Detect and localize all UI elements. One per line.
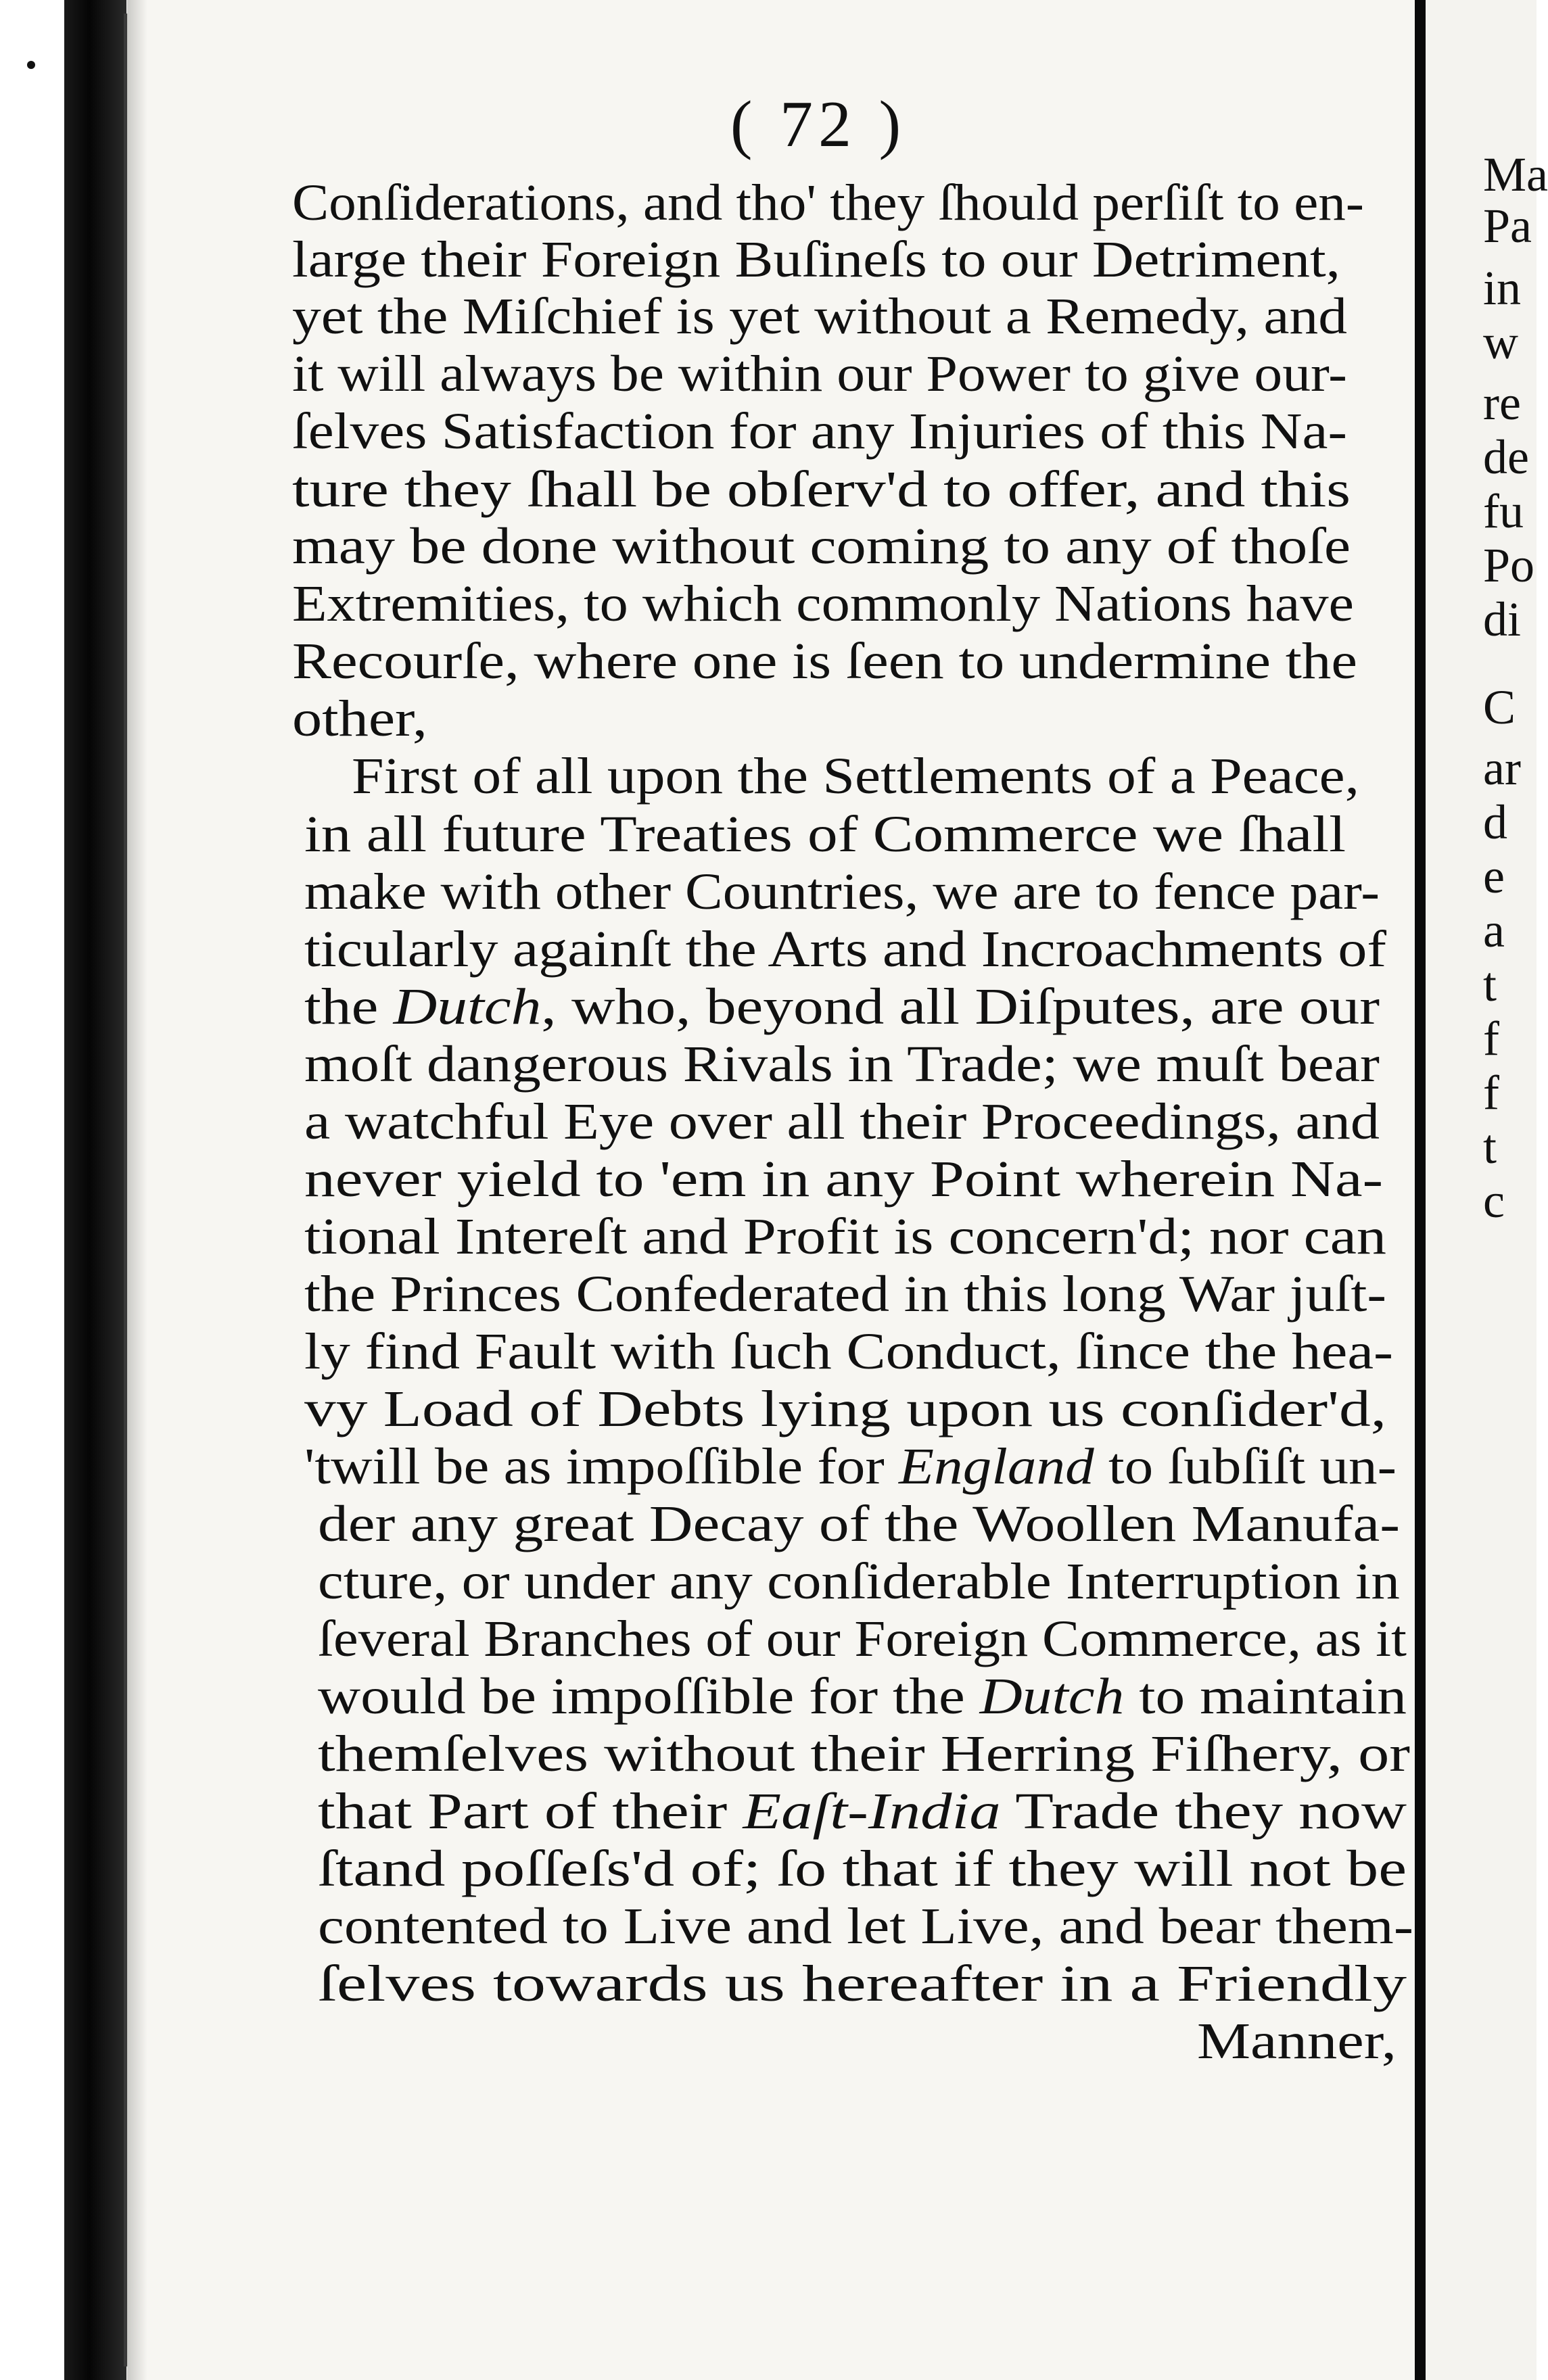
text-line: large their Foreign Buſineſs to our Detriment, <box>292 231 1341 288</box>
text-line: First of all upon the Settlements of a Peace, <box>352 748 1359 805</box>
text-line: ture they ſhall be obſerv'd to offer, and this <box>292 461 1351 518</box>
text-line: it will always be within our Power to give our- <box>292 346 1347 402</box>
next-page-text: c <box>1483 1174 1505 1228</box>
text-line: cture, or under any conſiderable Interruption in <box>318 1553 1400 1610</box>
page-number: ( 72 ) <box>730 88 907 161</box>
next-page-text: a <box>1483 903 1505 957</box>
next-page-text: C <box>1483 680 1516 734</box>
book-binding <box>64 0 126 2380</box>
next-page-text: t <box>1483 957 1497 1012</box>
next-page-text: di <box>1483 592 1522 646</box>
next-page-text: f <box>1483 1012 1499 1066</box>
text-line: make with other Countries, we are to fence par- <box>304 863 1380 920</box>
next-page-fragment <box>1426 0 1548 2380</box>
text-line: may be done without coming to any of thoſe <box>292 518 1351 575</box>
text-line: ſelves towards us hereafter in a Friendly <box>318 1955 1407 2012</box>
text-line: 'twill be as impoſſible for England to ſubſiſt un- <box>304 1438 1397 1495</box>
next-page-text: in <box>1483 261 1522 315</box>
page-divider <box>1415 0 1426 2380</box>
next-page-text: de <box>1483 430 1529 484</box>
text-line: moſt dangerous Rivals in Trade; we muſt bear <box>304 1036 1380 1093</box>
text-line: themſelves without their Herring Fiſhery, or <box>318 1726 1411 1782</box>
next-page-text: Ma <box>1483 147 1548 201</box>
next-page-text: d <box>1483 795 1507 849</box>
text-line: ly find Fault with ſuch Conduct, ſince the hea- <box>304 1323 1394 1380</box>
text-line: never yield to 'em in any Point wherein Na- <box>304 1151 1384 1208</box>
text-line: the Dutch, who, beyond all Diſputes, are our <box>304 978 1380 1035</box>
next-page-text: Pa <box>1483 199 1532 253</box>
text-line: der any great Decay of the Woollen Manufa- <box>318 1496 1401 1552</box>
text-line: in all future Treaties of Commerce we ſhall <box>304 806 1346 863</box>
text-line: that Part of their Eaſt-India Trade they now <box>318 1783 1407 1840</box>
next-page-text: Po <box>1483 538 1535 592</box>
text-line: other, <box>292 690 427 747</box>
text-line: ſeveral Branches of our Foreign Commerce, as it <box>318 1611 1407 1667</box>
ink-speck <box>27 61 35 69</box>
page-shadow <box>127 0 147 2380</box>
next-page-text: e <box>1483 849 1505 903</box>
text-line: Manner, <box>1197 2013 1397 2070</box>
text-line: the Princes Confederated in this long War juſt- <box>304 1266 1387 1323</box>
next-page-text: ar <box>1483 741 1521 795</box>
text-line: ticularly againſt the Arts and Incroachments of <box>304 921 1387 978</box>
text-line: contented to Live and let Live, and bear them- <box>318 1898 1413 1955</box>
text-line: ſtand poſſeſs'd of; ſo that if they will not be <box>318 1840 1407 1897</box>
text-line: yet the Miſchief is yet without a Remedy, and <box>292 288 1348 345</box>
text-line: would be impoſſible for the Dutch to maintain <box>318 1668 1407 1725</box>
next-page-text: f <box>1483 1066 1499 1120</box>
text-line: ſelves Satisfaction for any Injuries of this Na- <box>292 403 1347 460</box>
text-line: vy Load of Debts lying upon us conſider'd, <box>304 1381 1387 1437</box>
text-line: tional Intereſt and Profit is concern'd; nor can <box>304 1208 1386 1265</box>
next-page-text: t <box>1483 1120 1497 1174</box>
next-page-text: w <box>1483 315 1518 369</box>
next-page-text: re <box>1483 376 1521 430</box>
text-line: a watchful Eye over all their Proceedings, and <box>304 1093 1380 1150</box>
text-line: Conſiderations, and tho' they ſhould perſiſt to en- <box>292 174 1364 231</box>
text-line: Extremities, to which commonly Nations have <box>292 575 1355 632</box>
next-page-text: fu <box>1483 484 1524 538</box>
text-line: Recourſe, where one is ſeen to undermine the <box>292 633 1358 690</box>
